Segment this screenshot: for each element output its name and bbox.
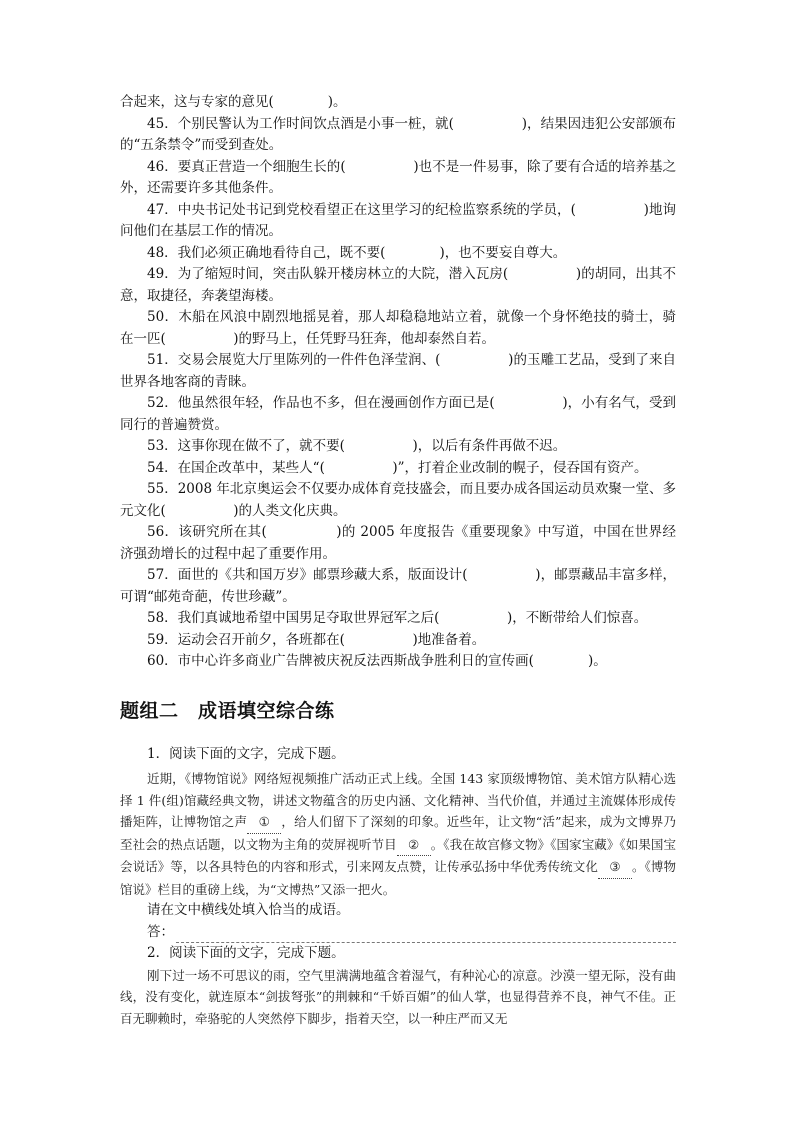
question-47: 47．中央书记处书记到党校看望正在这里学习的纪检监察系统的学员，( )地询问他们在基层工作的情况。 [120,201,676,239]
answer-label: 答： [147,923,174,940]
passage-segment: ，给人们留下了深刻的印象。近些年，让文物“活”起来，成为文博界乃至社会的热点话题，以文物为主角的荧屏视听节目 [120,814,676,852]
question-45: 45．个别民警认为工作时间饮点酒是小事一桩，就( )，结果因违犯公安部颁布的“五条禁令”而受到查处。 [120,115,676,153]
passage-segment: 近期，《博物馆说》网络短视频推广活动正式上线。全国 143 家顶级博物馆、美术馆方队精心选择 1 件(组)馆藏经典文物，讲述文物蕴含的历史内涵、文化精神、当代价值，并通过主流媒体形成传播矩阵，让博物馆之声 [120,771,676,829]
question-56: 56．该研究所在其( )的 2005 年度报告《重要现象》中写道，中国在世界经济强劲增长的过程中起了重要作用。 [120,524,676,562]
question-48: 48．我们必须正确地看待自己，既不要( )，也不要妄自尊大。 [147,244,567,261]
question-1-prompt: 1．阅读下面的文字，完成下题。 [147,745,345,762]
question-53: 53．这事你现在做不了，就不要( )，以后有条件再做不迟。 [147,438,567,454]
question-57: 57．面世的《共和国万岁》邮票珍藏大系，版面设计( )，邮票藏品丰富多样，可谓“邮苑奇葩，传世珍藏”。 [120,567,676,605]
blank-2: ② [397,834,431,857]
question-50: 50．木船在风浪中剧烈地摇晃着，那人却稳稳地站立着，就像一个身怀绝技的骑士，骑在一匹( )的野马上，任凭野马狂奔，他却泰然自若。 [120,309,676,347]
question-2-passage: 刚下过一场不可思议的雨，空气里满满地蕴含着湿气，有种沁心的凉意。沙漠一望无际，没有曲线，没有变化，就连原本“剑拔弩张”的荆棘和“千娇百媚”的仙人掌，也显得营养不良，神气不佳。正百无聊赖时，牵骆驼的人突然停下脚步，指着天空，以一种庄严而又无 [120,967,676,1026]
continued-line: 合起来，这与专家的意见( )。 [120,94,347,110]
question-2-prompt: 2．阅读下面的文字，完成下题。 [147,945,345,961]
answer-line[interactable] [176,928,676,943]
blank-1: ① [247,811,281,834]
question-1-passage [120,768,676,900]
question-2-block [120,943,676,1029]
question-51: 51．交易会展览大厅里陈列的一件件色泽莹润、( )的玉雕工艺品，受到了来自世界各地客商的青睐。 [120,352,676,390]
passage-segment: 。《我在故宫修文物》《国家宝藏》《如果国宝会说话》等，以各具特色的内容和形式，引来网友点赞，让传承弘扬中华优秀传统文化 [120,836,676,874]
question-1-instruction: 请在文中横线处填入恰当的成语。 [147,902,350,918]
question-1-block [120,744,676,944]
question-46: 46．要真正营造一个细胞生长的( )也不是一件易事，除了要有合适的培养基之外，还需要许多其他条件。 [120,158,676,196]
blank-3: ③ [598,856,632,879]
passage-segment: 。《博物馆说》栏目的重磅上线，为“文博热”又添一把火。 [120,859,676,897]
question-52: 52．他虽然很年轻，作品也不多，但在漫画创作方面已是( )，小有名气，受到同行的普遍赞赏。 [120,395,676,433]
section-title: 题组二 成语填空综合练 [120,699,335,722]
fill-in-questions [120,92,676,673]
document-page [120,92,676,1029]
answer-row [120,922,676,944]
question-60: 60．市中心许多商业广告牌被庆祝反法西斯战争胜利日的宣传画( )。 [147,653,607,669]
question-58: 58．我们真诚地希望中国男足夺取世界冠军之后( )，不断带给人们惊喜。 [147,610,648,626]
question-49: 49．为了缩短时间，突击队躲开楼房林立的大院，潜入瓦房( )的胡同，出其不意，取捷径，奔袭望海楼。 [120,266,676,304]
question-59: 59．运动会召开前夕，各班都在( )地准备着。 [147,631,486,648]
question-55: 55．2008 年北京奥运会不仅要办成体育竞技盛会，而且要办成各国运动员欢聚一堂、多元文化( )的人类文化庆典。 [120,481,676,519]
question-54: 54．在国企改革中，某些人“( )”，打着企业改制的幌子，侵吞国有资产。 [147,459,648,476]
